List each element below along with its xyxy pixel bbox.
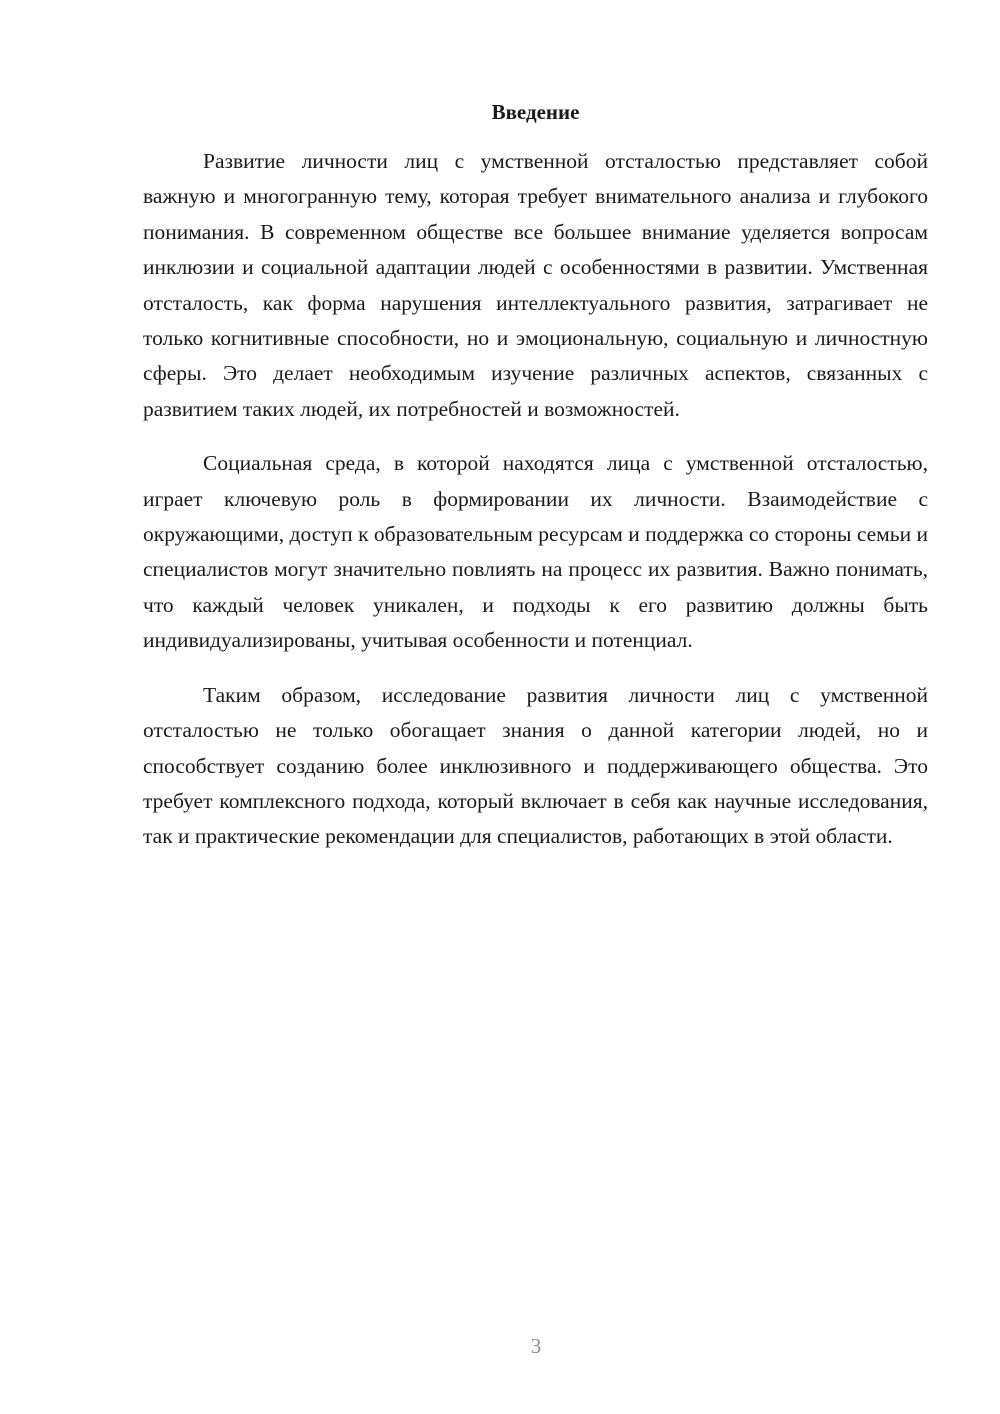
page-content	[143, 98, 928, 874]
paragraph-3: Таким образом, исследование развития личности лиц с умственной отсталостью не только обогащает знания о данной категории людей, но и способствует созданию более инклюзивного и поддерживающего общества. Это требует комплексного подхода, который включает в себя как научные исследования, так и практические рекомендации для специалистов, работающих в этой области.	[143, 682, 928, 849]
page-number: 3	[530, 1334, 542, 1358]
paragraph-2: Социальная среда, в которой находятся лица с умственной отсталостью, играет ключевую роль в формировании их личности. Взаимодействие с окружающими, доступ к образовательным ресурсам и поддержка со стороны семьи и специалистов могут значительно повлиять на процесс их развития. Важно понимать, что каждый человек уникален, и подходы к его развитию должны быть индивидуализированы, учитывая особенности и потенциал.	[143, 451, 928, 653]
section-heading: Введение	[491, 100, 580, 124]
paragraph-1: Развитие личности лиц с умственной отсталостью представляет собой важную и многогранную тему, которая требует внимательного анализа и глубокого понимания. В современном обществе все большее внимание уделяется вопросам инклюзии и социальной адаптации людей с особенностями в развитии. Умственная отсталость, как форма нарушения интеллектуального развития, затрагивает не только когнитивные способности, но и эмоциональную, социальную и личностную сферы. Это делает необходимым изучение различных аспектов, связанных с развитием таких людей, их потребностей и возможностей.	[143, 149, 928, 421]
